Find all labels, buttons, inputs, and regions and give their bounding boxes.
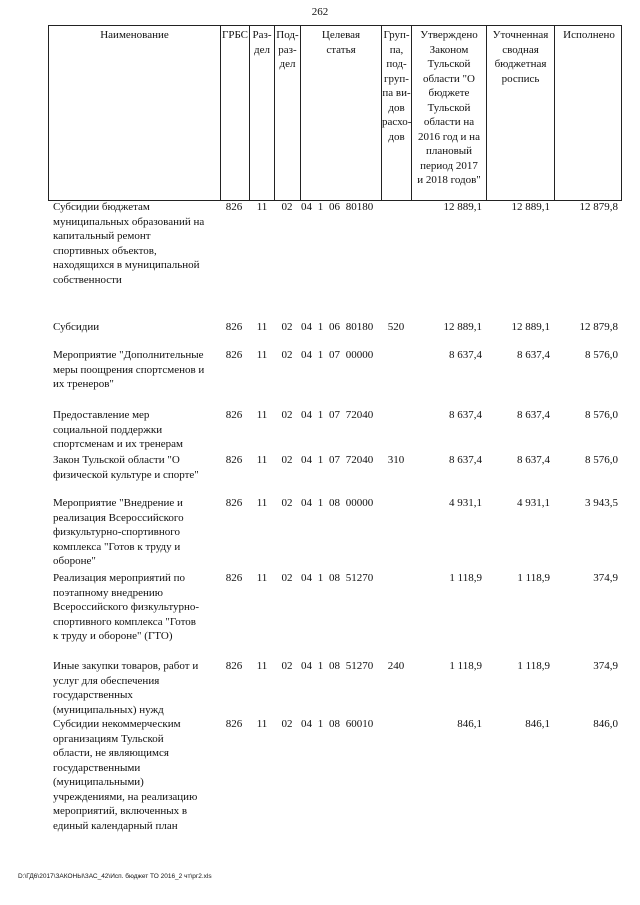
cell-executed: 12 879,8 [579,201,618,213]
cell-cs: 04 1 08 60010 [301,718,374,730]
cell-name: Мероприятие "Дополнительные меры поощрения спортсменов и их тренеров" [53,349,205,390]
header-executed: Исполнено [563,29,615,41]
cell-podrazdel: 02 [281,454,293,466]
cell-cs: 04 1 08 51270 [301,660,374,672]
cell-executed: 3 943,5 [585,497,618,509]
cell-cs: 04 1 08 51270 [301,572,374,584]
cell-grbs: 826 [225,497,243,509]
cell-name: Закон Тульской области "О физической культуре и спорте" [53,454,199,481]
file-path-footer: D:\ГД6\2017\ЗАКОНЫ\ЗАС_42\Исп. бюджет ТО 2016_2 чт\рг2.xls [18,873,212,880]
cell-cs: 04 1 08 00000 [301,497,374,509]
header-target-article: Целевая статья [301,26,382,200]
cell-grbs: 826 [225,321,243,333]
cell-grbs: 826 [225,454,243,466]
cell-refined: 1 118,9 [517,660,550,672]
cell-razdel: 11 [256,454,268,466]
cell-podrazdel: 02 [281,321,293,333]
cell-approved: 1 118,9 [449,660,482,672]
cell-grp: 520 [387,321,405,333]
cell-executed: 8 576,0 [585,349,618,361]
cell-refined: 12 889,1 [511,201,550,213]
cell-executed: 8 576,0 [585,409,618,421]
cell-approved: 1 118,9 [449,572,482,584]
cell-podrazdel: 02 [281,201,293,213]
header-expense-group: Груп- па, под- груп- па ви- дов расхо- дов [382,26,412,200]
cell-grbs: 826 [225,660,243,672]
cell-cs: 04 1 07 72040 [301,454,374,466]
cell-refined: 4 931,1 [517,497,550,509]
cell-grbs: 826 [225,349,243,361]
cell-name: Реализация мероприятий по поэтапному внедрению Всероссийского физкультурно- спортивного комплекса "Готов к труду и обороне" (ГТО) [53,572,200,642]
cell-cs: 04 1 07 72040 [301,409,374,421]
cell-razdel: 11 [256,718,268,730]
cell-cs: 04 1 06 80180 [301,201,374,213]
cell-grbs: 826 [225,201,243,213]
cell-approved: 8 637,4 [449,454,482,466]
cell-approved: 12 889,1 [443,201,482,213]
cell-approved: 8 637,4 [449,349,482,361]
cell-podrazdel: 02 [281,718,293,730]
cell-name: Субсидии [53,321,100,333]
cell-executed: 374,9 [593,572,618,584]
cell-refined: 1 118,9 [517,572,550,584]
cell-refined: 8 637,4 [517,349,550,361]
cell-refined: 846,1 [525,718,550,730]
cell-refined: 8 637,4 [517,454,550,466]
cell-executed: 8 576,0 [585,454,618,466]
header-name: Наименование [49,26,221,200]
cell-name: Субсидии бюджетам муниципальных образований на капитальный ремонт спортивных объектов, находящихся в муниципальной собственности [53,201,205,286]
cell-podrazdel: 02 [281,572,293,584]
header-podrazdel: Под- раз- дел [275,26,301,200]
cell-podrazdel: 02 [281,660,293,672]
cell-razdel: 11 [256,660,268,672]
header-razdel: Раз- дел [250,26,275,200]
cell-grp: 240 [387,660,405,672]
table-header [48,25,622,201]
cell-executed: 846,0 [593,718,618,730]
cell-cs: 04 1 07 00000 [301,349,374,361]
header-refined: Уточненная сводная бюджетная роспись [487,26,555,200]
header-grbs: ГРБС [221,26,250,200]
header-approved: Утверждено Законом Тульской области "О бюджете Тульской области на 2016 год и на плановый период 2017 и 2018 годов" [412,26,487,200]
cell-podrazdel: 02 [281,497,293,509]
cell-refined: 8 637,4 [517,409,550,421]
cell-name: Иные закупки товаров, работ и услуг для обеспечения государственных (муниципальных) нужд [53,660,199,716]
cell-podrazdel: 02 [281,409,293,421]
cell-approved: 12 889,1 [443,321,482,333]
cell-grbs: 826 [225,409,243,421]
cell-razdel: 11 [256,409,268,421]
cell-executed: 374,9 [593,660,618,672]
cell-razdel: 11 [256,497,268,509]
cell-razdel: 11 [256,349,268,361]
cell-name: Предоставление мер социальной поддержки спортсменам и их тренерам [53,409,183,450]
cell-refined: 12 889,1 [511,321,550,333]
cell-razdel: 11 [256,572,268,584]
cell-approved: 8 637,4 [449,409,482,421]
cell-razdel: 11 [256,321,268,333]
cell-grbs: 826 [225,572,243,584]
cell-name: Субсидии некоммерческим организациям Тульской области, не являющимся государственными (муниципальными) учреждениями, на реализацию мероприятий, включенных в единый календарный план [53,718,198,832]
page-number: 262 [311,6,329,18]
cell-razdel: 11 [256,201,268,213]
cell-grbs: 826 [225,718,243,730]
cell-approved: 4 931,1 [449,497,482,509]
cell-podrazdel: 02 [281,349,293,361]
cell-executed: 12 879,8 [579,321,618,333]
cell-name: Мероприятие "Внедрение и реализация Всероссийского физкультурно-спортивного комплекса "Готов к труду и обороне" [53,497,184,567]
cell-approved: 846,1 [457,718,482,730]
cell-cs: 04 1 06 80180 [301,321,374,333]
cell-grp: 310 [387,454,405,466]
